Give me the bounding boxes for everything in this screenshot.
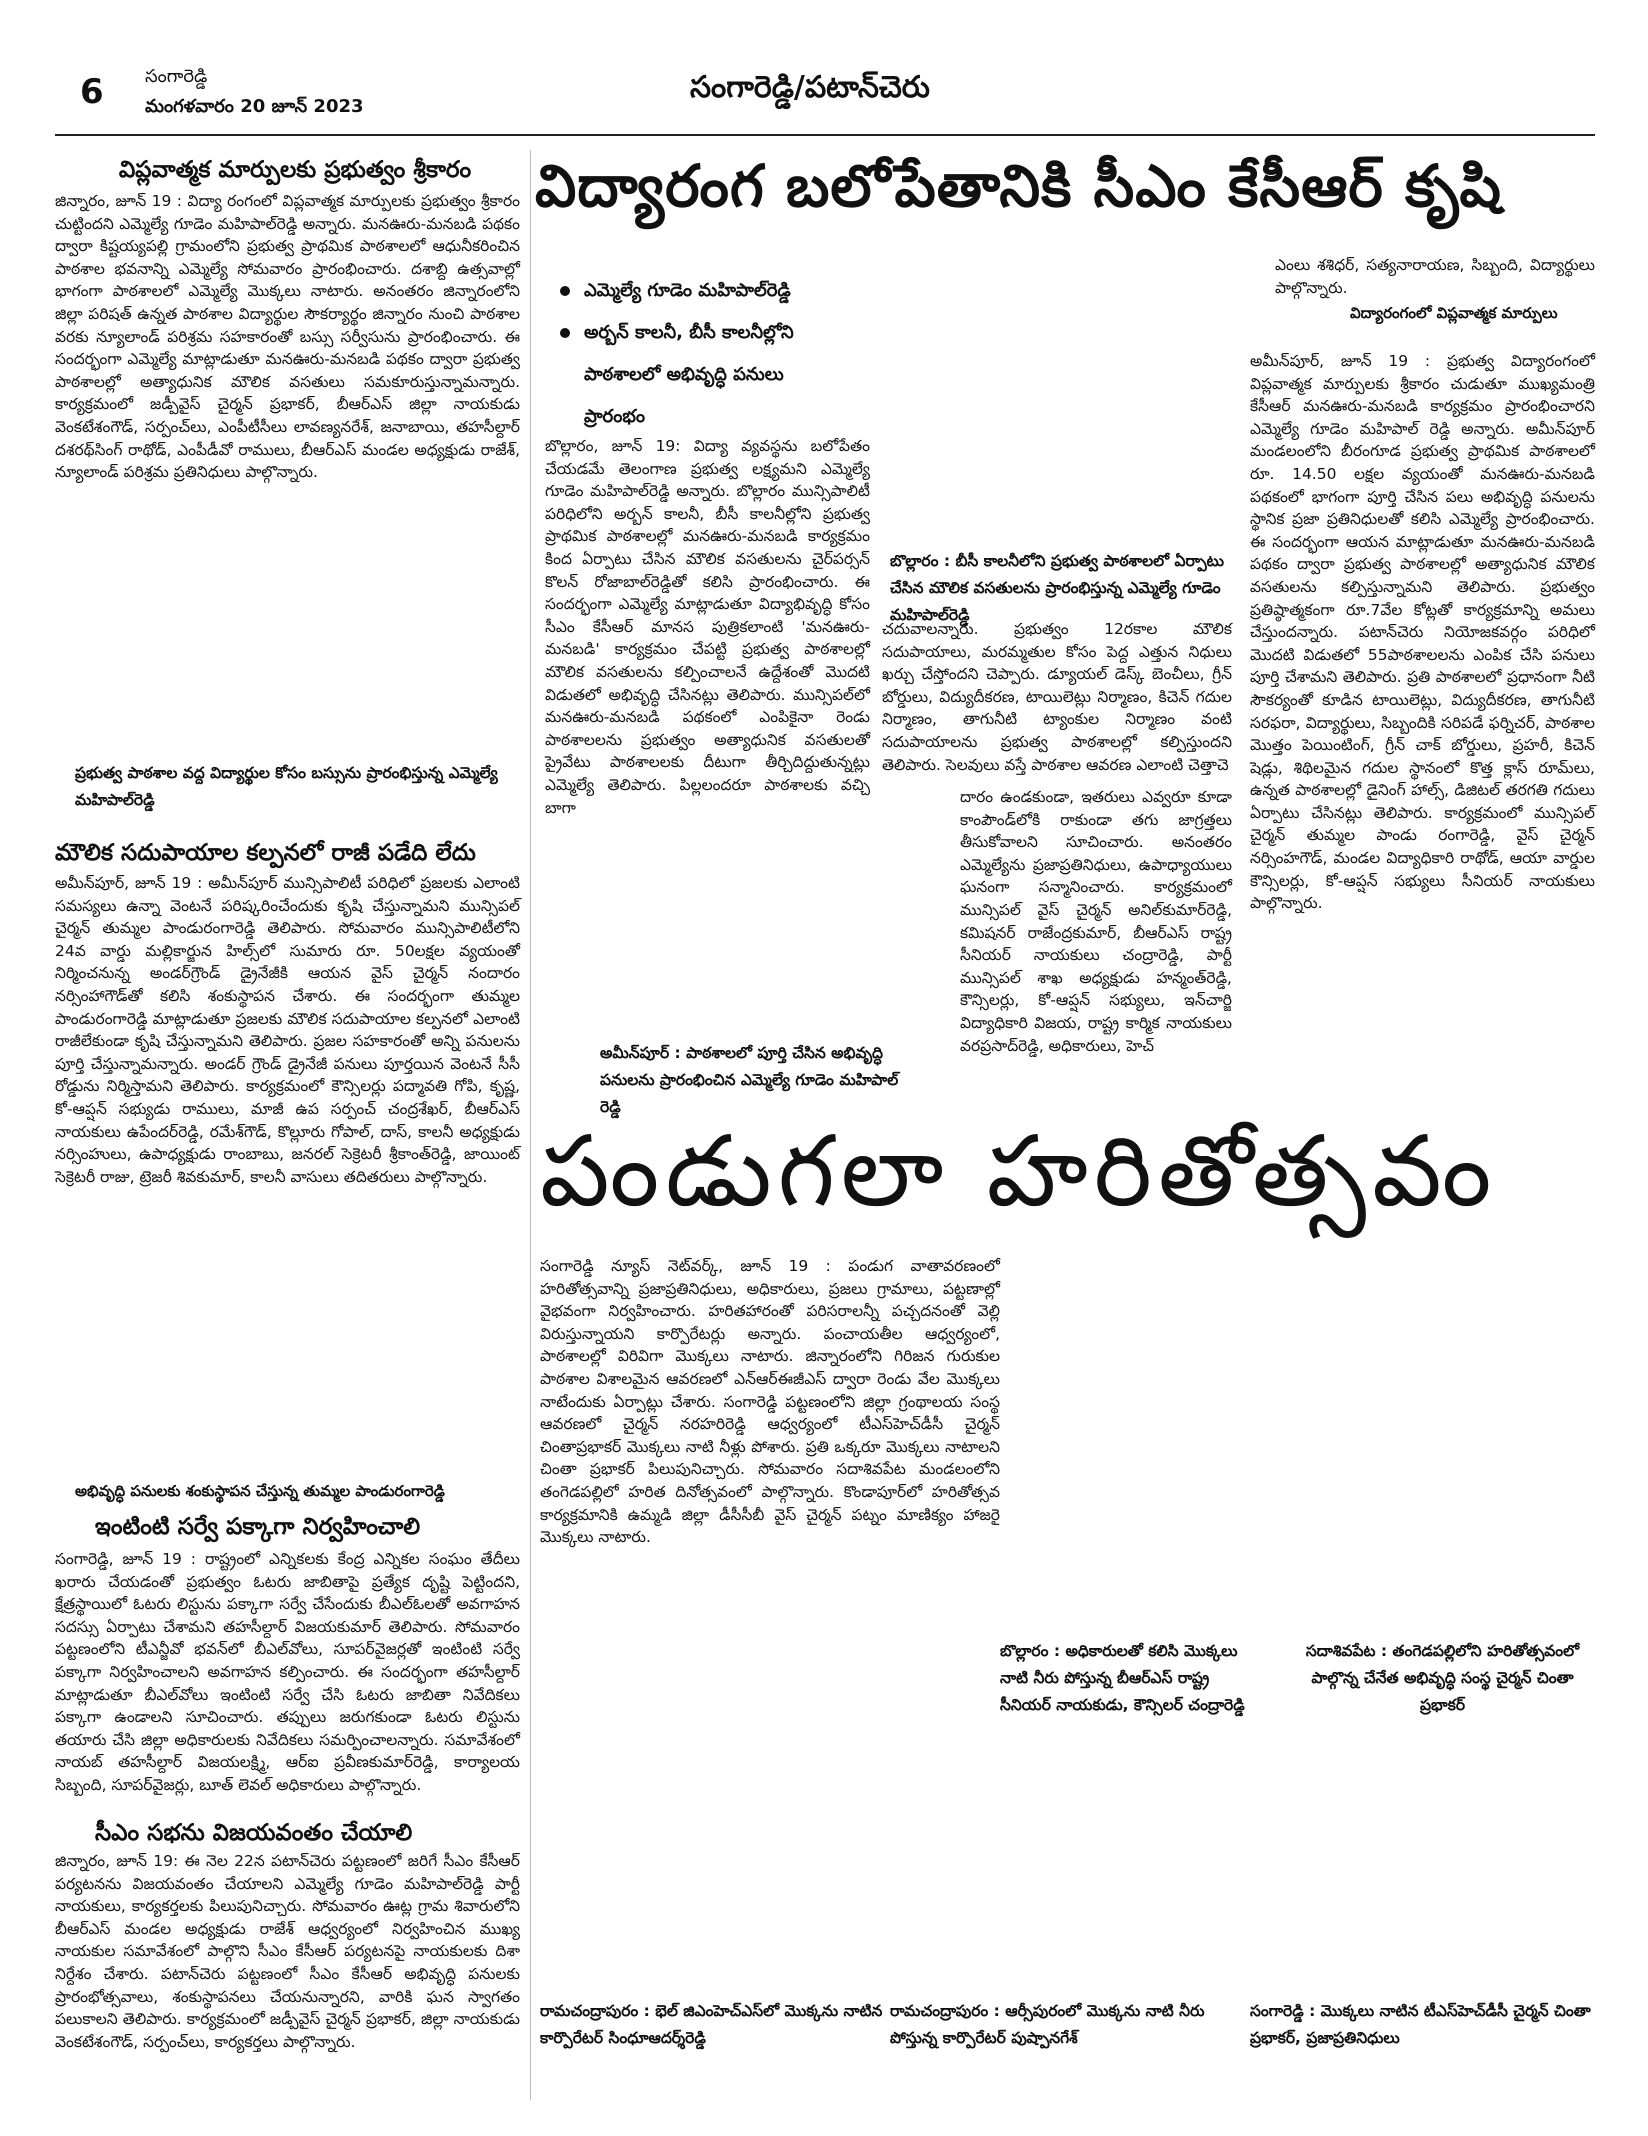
main-col1-body: బొల్లారం, జూన్ 19: విద్యా వ్యవస్థను బలోపేతం చేయడమే తెలంగాణ ప్రభుత్వ లక్ష్యమని ఎమ్మెల్యే గూడెం మహిపాల్‌రెడ్డి అన్నారు. బొల్లారం మున్సిపాలిటీ పరిధిలోని అర్బన్ కాలనీ, బీసీ కాలనీల్లోని ప్రభుత్వ ప్రాథమిక పాఠశాలల్లో మనఊరు-మనబడి కార్యక్రమం కింద ఏర్పాటు చేసిన మౌలిక వసతులను చైర్‌పర్సన్ కొలన్ రోజాబాల్‌రెడ్డితో కలిసి ప్రారంభించారు. ఈ సందర్భంగా ఎమ్మెల్యే మాట్లాడుతూ విద్యాభివృద్ధి కోసం సీఎం కేసీఆర్ మానస పుత్రికలాంటి 'మనఊరు-మనబడి' కార్యక్రమం చేపట్టి ప్రభుత్వ పాఠశాలల్లో మౌలిక వసతులను కల్పించాలనే ఉద్దేశంతో మొదటి విడుతలో అభివృద్ధి చేసినట్లు తెలిపారు. మున్సిపల్‌లో మనఊరు-మనబడి పథకంలో ఎంపికైనా రెండు పాఠశాలలను ప్రభుత్వం అత్యాధునిక వసతులతో ప్రైవేటు పాఠశాలలకు దీటుగా తీర్చిదిద్దుతున్నట్లు ఎమ్మెల్యే తెలిపారు. పిల్లలందరూ పాఠశాలకు వచ్చి బాగా <box>545 437 870 817</box>
bullet-1: ఎమ్మెల్యే గూడెం మహిపాల్‌రెడ్డి <box>560 270 900 312</box>
main-headline: విద్యారంగ బలోపేతానికి సీఎం కేసీఆర్ కృషి <box>535 152 1502 220</box>
caption-bollaram-plant: బొల్లారం : అధికారులతో కలిసి మొక్కలు నాటి నీరు పోస్తున్న బీఆర్ఎస్ రాష్ట్ర సీనియర్ నాయకుడు, కౌన్సిలర్ చంద్రారెడ్డి <box>1000 1642 1245 1714</box>
main-col2-body-a: చదువాలన్నారు. ప్రభుత్వం 12రకాల మౌలిక సదుపాయాలు, మరమ్మతుల కోసం పెద్ద ఎత్తున నిధులు ఖర్చు చేస్తోందని చెప్పారు. డ్యూయల్ డెస్క్ బెంచీలు, గ్రీన్ బోర్డులు, విద్యుదీకరణ, టాయిలెట్లు నిర్మాణం, కిచెన్ గదుల నిర్మాణం, తాగునీటి ట్యాంకుల నిర్మాణం వంటి సదుపాయాలను ప్రభుత్వ పాఠశాలల్లో కల్పిస్తుందని తెలిపారు. సెలవులు వస్తే పాఠశాల ఆవరణ ఎలాంటి చెత్తాచె <box>882 620 1232 774</box>
article2-title: మౌలిక సదుపాయాల కల్పనలో రాజీ పడేది లేదు <box>55 840 476 866</box>
article3-title: ఇంటింటి సర్వే పక్కాగా నిర్వహించాలి <box>95 1514 421 1540</box>
photo-caption-center: బొల్లారం : బీసీ కాలనీలోని ప్రభుత్వ పాఠశాలలో ఏర్పాటు చేసిన మౌలిక వసతులను ప్రారంభిస్తున్న ఎమ్మెల్యే గూడెం మహిపాల్‌రెడ్డి <box>890 552 1224 624</box>
photo-caption-drainage: అభివృద్ధి పనులకు శంకుస్థాపన చేస్తున్న తుమ్మల పాండురంగారెడ్డి <box>75 1482 445 1500</box>
festival-photo-area <box>1010 1255 1595 1625</box>
drainage-photo-area <box>55 1210 520 1470</box>
bullet-2: అర్బన్ కాలనీ, బీసీ కాలనీల్లోని <box>560 312 900 354</box>
photo-caption-bus: ప్రభుత్వ పాఠశాల వద్ద విద్యార్థుల కోసం బస్సును ప్రారంభిస్తున్న ఎమ్మెల్యే మహిపాల్‌రెడ్డి <box>75 764 498 809</box>
caption-ramachandrapuram-1: రామచంద్రాపురం : భెల్ జిఎంహెచ్ఎస్‌లో మొక్కను నాటిన కార్పొరేటర్ సింధూఆదర్శ్‌రెడ్డి <box>540 2002 883 2047</box>
masthead-divider <box>55 134 1595 136</box>
headline-bullets <box>560 270 900 438</box>
caption-sangareddy-plant: సంగారెడ్డి : మొక్కలు నాటిన టీఎస్‌హెచ్‌డీసీ చైర్మన్ చింతా ప్రభాకర్, ప్రజాప్రతినిధులు <box>1250 2002 1591 2047</box>
masthead-info <box>145 62 364 122</box>
column-divider <box>530 150 531 2100</box>
article2-body: అమీన్‌పూర్, జూన్ 19 : అమీన్‌పూర్ మున్సిపాలిటీ పరిధిలో ప్రజలకు ఎలాంటి సమస్యలు ఉన్నా వెంటనే పరిష్కరించేందుకు కృషి చేస్తున్నామని మున్సిపల్ చైర్మన్ తుమ్మల పాండురంగారెడ్డి తెలిపారు. సోమవారం మున్సిపాలిటీలోని 24వ వార్డు మల్లికార్జున హిల్స్‌లో సుమారు రూ. 50లక్షల వ్యయంతో నిర్మించనున్న అండర్‌గ్రౌండ్ డ్రైనేజీకి ఆయన వైస్ చైర్మన్ నందారం నర్సింహాగౌడ్‌తో కలిసి శంకుస్థాపన చేశారు. ఈ సందర్భంగా తుమ్మల పాండురంగారెడ్డి మాట్లాడుతూ ప్రజలకు మౌలిక సదుపాయాల కల్పనలో ఎలాంటి రాజీలేకుండా కృషి చేస్తున్నామని తెలిపారు. ప్రజల సహకారంతో అన్ని పనులను పూర్తి చేస్తున్నామన్నారు. అండర్ గ్రౌండ్ డ్రైనేజీ పనులు పూర్తయిన వెంటనే సీసీ రోడ్డును నిర్మిస్తామని తెలిపారు. కార్యక్రమంలో కౌన్సిలర్లు పద్మావతి గోపి, కృష్ణ, కో-ఆప్షన్ సభ్యుడు రాములు, మాజీ ఉప సర్పంచ్ చంద్రశేఖర్, బీఆర్ఎస్ నాయకులు ఉపేందర్‌రెడ్డి, రమేశ్‌గౌడ్, కొల్లూరు గోపాల్, దాస్, కాలనీ అధ్యక్షుడు నర్సింహులు, ఉపాధ్యక్షుడు రాంబాబు, జనరల్ సెక్రెటరీ శ్రీకాంత్‌రెడ్డి, జాయింట్ సెక్రెటరీ రాజు, ట్రెజరీ శివకుమార్, కాలనీ వాసులు తదితరులు పాల్గొన్నారు. <box>55 874 520 1186</box>
photo-caption-aminpur: అమీన్‌పూర్ : పాఠశాలలో పూర్తి చేసిన అభివృద్ధి పనులను ప్రారంభించిన ఎమ్మెల్యే గూడెం మహిపాల్ రెడ్డి <box>600 1044 899 1116</box>
main-col3-subtitle: విద్యారంగంలో విప్లవాత్మక మార్పులు <box>1350 304 1558 322</box>
bus-photo-area <box>55 560 520 750</box>
caption-sadasivpet: సదాశివపేట : తంగెడపల్లిలోని హరితోత్సవంలో పాల్గొన్న చేనేత అభివృద్ధి సంస్థ చైర్మన్ చింతా ప్రభాకర్ <box>1305 1642 1580 1714</box>
page-number: 6 <box>80 72 104 112</box>
main-col3-body: అమీన్‌పూర్, జూన్ 19 : ప్రభుత్వ విద్యారంగంలో విప్లవాత్మక మార్పులకు శ్రీకారం చుడుతూ ముఖ్యమంత్రి కేసీఆర్ మనఊరు-మనబడి కార్యక్రమం ప్రారంభించారని ఎమ్మెల్యే గూడెం మహిపాల్ రెడ్డి అన్నారు. అమీన్‌పూర్ మండలంలోని బీరంగూడ ప్రభుత్వ ప్రాథమిక పాఠశాలలో రూ. 14.50 లక్షల వ్యయంతో మనఊరు-మనబడి పథకంలో భాగంగా పూర్తి చేసిన పలు అభివృద్ధి పనులను స్థానిక ప్రజా ప్రతినిధులతో కలిసి ఎమ్మెల్యే ప్రారంభించారు. ఈ సందర్భంగా ఆయన మాట్లాడుతూ మనఊరు-మనబడి పథకం ద్వారా ప్రభుత్వ పాఠశాలల్లో అత్యాధునిక మౌలిక వసతులను కల్పిస్తున్నామని తెలిపారు. ప్రభుత్వం ప్రతిష్ఠాత్మకంగా రూ.7వేల కోట్లతో కార్యక్రమాన్ని అమలు చేస్తుందన్నారు. పటాన్‌చెరు నియోజకవర్గం పరిధిలో మొదటి విడుతలో 55పాఠశాలలను ఎంపిక చేసి పనులు పూర్తి చేశామని తెలిపారు. ప్రతి పాఠశాలలో ప్రధానంగా నీటి సౌకర్యంతో కూడిన టాయిలెట్లు, విద్యుదీకరణ, తాగునీటి సరఫరా, విద్యార్థులు, సిబ్బందికి సరిపడే ఫర్నిచర్, పాఠశాల మొత్తం పెయింటింగ్, గ్రీన్ చాక్ బోర్డులు, ప్రహరీ, కిచెన్ షెడ్లు, శిథిలమైన గదుల స్థానంలో కొత్త క్లాస్ రూమ్‌లు, ఉన్నత పాఠశాలల్లో డైనింగ్ హాల్స్, డిజిటల్ తరగతి గదులు ఏర్పాటు చేసినట్లు తెలిపారు. కార్యక్రమంలో మున్సిపల్ చైర్మన్ తుమ్మల పాండు రంగారెడ్డి, వైస్ చైర్మన్ నర్సింహగౌడ్, మండల విద్యాధికారి రాథోడ్, ఆయా వార్డుల కౌన్సిలర్లు, కో-ఆప్షన్ సభ్యులు సీనియర్ నాయకులు పాల్గొన్నారు. <box>1250 352 1595 913</box>
bullet-2-line2: పాఠశాలలో అభివృద్ధి పనులు <box>584 364 784 385</box>
issue-date: మంగళవారం 20 జూన్ 2023 <box>145 96 364 117</box>
aminpur-photo-area <box>545 800 945 1030</box>
article1-title: విప్లవాత్మక మార్పులకు ప్రభుత్వం శ్రీకారం <box>118 157 472 183</box>
main-col3-top: ఎంలు శశిధర్, సత్యనారాయణ, సిబ్బంది, విద్యార్థులు పాల్గొన్నారు. <box>1275 256 1595 297</box>
article3-body: సంగారెడ్డి, జూన్ 19 : రాష్ట్రంలో ఎన్నికలకు కేంద్ర ఎన్నికల సంఘం తేదీలు ఖరారు చేయడంతో ప్రభుత్వం ఓటరు జాబితాపై ప్రత్యేక దృష్టి పెట్టిందని, క్షేత్రస్థాయిలో ఓటరు లిస్టును పక్కాగా సర్వే చేసేందుకు బీఎల్ఓలతో అవగాహన సదస్సు ఏర్పాటు చేశామని తహసీల్దార్ విజయకుమార్ తెలిపారు. సోమవారం పట్టణంలోని టీఎన్జీవో భవన్‌లో బీఎల్‌వోలు, సూపర్‌వైజర్లతో ఇంటింటి సర్వే పక్కాగా నిర్వహించాలని అవగాహన కల్పించారు. ఈ సందర్భంగా తహసీల్దార్ మాట్లాడుతూ బీఎల్‌వోలు ఇంటింటి సర్వే చేసి ఓటరు జాబితా నివేదికలు పక్కాగా ఉండాలని సూచించారు. తప్పులు జరుగకుండా ఓటరు లిస్టును తయారు చేసి జిల్లా అధికారులకు నివేదికలు సమర్పించాలన్నారు. సమావేశంలో నాయబ్ తహసీల్దార్ విజయలక్ష్మి, ఆర్ఐ ప్రవీణకుమార్‌రెడ్డి, కార్యాలయ సిబ్బంది, సూపర్‌వైజర్లు, బూత్ లెవల్ అధికారులు పాల్గొన్నారు. <box>55 1550 520 1794</box>
bullet-2-line3: ప్రారంభం <box>584 406 645 427</box>
main-col2-body-b: దారం ఉండకుండా, ఇతరులు ఎవ్వరూ కూడా కాంపౌండ్‌లోకి రాకుండా తగు జాగ్రత్తలు తీసుకోవాలని సూచించారు. అనంతరం ఎమ్మెల్యేను ప్రజాప్రతినిధులు, ఉపాధ్యాయులు ఘనంగా సన్మానించారు. కార్యక్రమంలో మున్సిపల్ వైస్ చైర్మన్ అనిల్‌కుమార్‌రెడ్డి, కమిషనర్ రాజేంద్రకుమార్, బీఆర్ఎస్ రాష్ట్ర సీనియర్ నాయకులు చంద్రారెడ్డి, పార్టీ మున్సిపల్ శాఖ అధ్యక్షుడు హన్మంత్‌రెడ్డి, కౌన్సిలర్లు, కో-ఆప్షన్ సభ్యులు, ఇన్‌చార్జి విద్యాధికారి విజయ, రాష్ట్ర కార్మిక నాయకులు వరప్రసాద్‌రెడ్డి, అధికారులు, హెచ్ <box>960 788 1232 1055</box>
festival-headline: పండుగలా హరితోత్సవం <box>540 1115 1498 1229</box>
caption-ramachandrapuram-2: రామచంద్రాపురం : ఆర్సీపురంలో మొక్కను నాటి నీరు పోస్తున్న కార్పొరేటర్ పుష్పానగేశ్ <box>890 2002 1205 2047</box>
article1-body: జిన్నారం, జూన్ 19 : విద్యా రంగంలో విప్లవాత్మక మార్పులకు ప్రభుత్వం శ్రీకారం చుట్టిందని ఎమ్మెల్యే గూడెం మహిపాల్‌రెడ్డి అన్నారు. మనఊరు-మనబడి పథకం ద్వారా కిష్టయ్యపల్లి గ్రామంలోని ప్రభుత్వ ప్రాథమిక పాఠశాలలో ఆధునీకరించిన పాఠశాల భవనాన్ని ఎమ్మెల్యే సోమవారం ప్రారంభించారు. దశాబ్ది ఉత్సవాల్లో భాగంగా పాఠశాలలో ఎమ్మెల్యే మొక్కలు నాటారు. అనంతరం జిన్నారంలోని జిల్లా పరిషత్ ఉన్నత పాఠశాల విద్యార్థుల సౌకర్యార్థం జిన్నారం నుంచి పాఠశాల వరకు న్యూలాండ్ పరిశ్రమ సహకారంతో బస్సు సర్వీసును ప్రారంభించారు. ఈ సందర్భంగా ఎమ్మెల్యే మాట్లాడుతూ మనఊరు-మనబడి పథకం ద్వారా ప్రభుత్వ పాఠశాలల్లో అత్యాధునిక మౌలిక వసతులు సమకూరుస్తున్నామన్నారు. కార్యక్రమంలో జడ్పీవైస్ చైర్మన్ ప్రభాకర్, బీఆర్ఎస్ జిల్లా నాయకుడు వెంకటేశంగౌడ్, సర్పంచ్‌లు, ఎంపీటీసీలు లావణ్యనరేశ్, జనాబాయి, తహసీల్దార్ దశరథ్‌సింగ్ రాథోడ్, ఎంపీడీవో రాములు, బీఆర్ఎస్ మండల అధ్యక్షుడు రాజేశ్, న్యూలాండ్ పరిశ్రమ ప్రతినిధులు పాల్గొన్నారు. <box>55 192 520 482</box>
article4-title: సీఎం సభను విజయవంతం చేయాలి <box>95 1820 413 1846</box>
article4-body: జిన్నారం, జూన్ 19: ఈ నెల 22న పటాన్‌చెరు పట్టణంలో జరిగే సీఎం కేసీఆర్ పర్యటనను విజయవంతం చేయాలని ఎమ్మెల్యే గూడెం మహిపాల్‌రెడ్డి పార్టీ నాయకులు, కార్యకర్తలకు పిలుపునిచ్చారు. సోమవారం ఊట్ల గ్రామ శివారులోని బీఆర్ఎస్ మండల అధ్యక్షుడు రాజేశ్ ఆధ్వర్యంలో నిర్వహించిన ముఖ్య నాయకుల సమావేశంలో పాల్గొని సీఎం కేసీఆర్ పర్యటనపై నాయకులకు దిశా నిర్దేశం చేశారు. పటాన్‌చెరు పట్టణంలో సీఎం కేసీఆర్ అభివృద్ధి పనులకు ప్రారంభోత్సవాలు, శంకుస్థాపనలు చేయనున్నారని, వారికి ఘన స్వాగతం పలుకాలని తెలిపారు. కార్యక్రమంలో జడ్పీవైస్ చైర్మన్ ప్రభాకర్, జిల్లా నాయకుడు వెంకటేశంగౌడ్, సర్పంచ్‌లు, కార్యకర్తలు పాల్గొన్నారు. <box>55 1852 520 2051</box>
school-photo-area <box>880 260 1250 540</box>
festival-body: సంగారెడ్డి న్యూస్ నెట్‌వర్క్, జూన్ 19 : పండుగ వాతావరణంలో హరితోత్సవాన్ని ప్రజాప్రతినిధులు, అధికారులు, ప్రజలు గ్రామాలు, పట్టణాల్లో వైభవంగా నిర్వహించారు. హరితహారంతో పరిసరాలన్నీ పచ్చదనంతో వెల్లి విరుస్తున్నాయని కార్పొరేటర్లు అన్నారు. పంచాయతీల ఆధ్వర్యంలో, పాఠశాలల్లో విరివిగా మొక్కలు నాటారు. జిన్నారంలోని గిరిజన గురుకుల పాఠశాల విశాలమైన ఆవరణలో ఎన్ఆర్ఈజీఎస్ ద్వారా రెండు వేల మొక్కలు నాటేందుకు ఏర్పాట్లు చేశారు. సంగారెడ్డి పట్టణంలోని జిల్లా గ్రంథాలయ సంస్థ ఆవరణలో చైర్మన్ నరహరిరెడ్డి ఆధ్వర్యంలో టీఎస్‌హెచ్‌డీసీ చైర్మన్ చింతాప్రభాకర్ మొక్కలు నాటి నీళ్లు పోశారు. ప్రతి ఒక్కరూ మొక్కలు నాటాలని చింతా ప్రభాకర్ పిలుపునిచ్చారు. సోమవారం సదాశివపేట మండలంలోని తంగెడపల్లిలో హరిత దినోత్సవంలో పాల్గొన్నారు. కొండాపూర్‌లో హరితోత్సవ కార్యక్రమానికి ఉమ్మడి జిల్లా డీసీసీబీ వైస్ చైర్మన్ పట్నం మాణిక్యం హాజరై మొక్కలు నాటారు. <box>540 1257 1000 1547</box>
section-title: సంగారెడ్డి/పటాన్‌చెరు <box>690 70 930 105</box>
edition-name: సంగారెడ్డి <box>145 66 208 87</box>
